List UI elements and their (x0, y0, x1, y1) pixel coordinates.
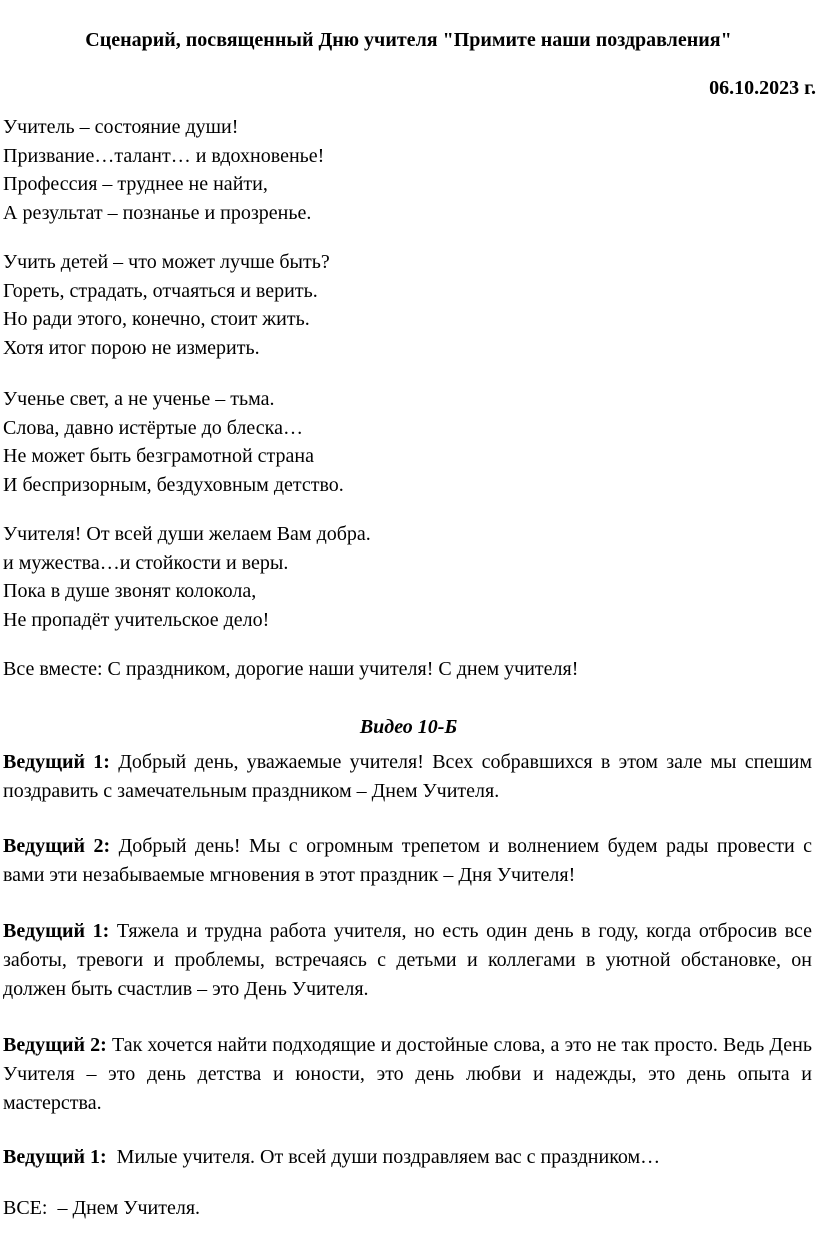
poem-line: Профессия – труднее не найти, (3, 173, 268, 195)
speaker-text: Так хочется найти подходящие и достойные слова, а это не так просто. Ведь День Учителя – это день детства и юности, это день любви и надежды, это день опыта и мастерства. (3, 1034, 812, 1114)
video-heading: Видео 10-Б (359, 716, 458, 738)
poem-line: Призвание…талант… и вдохновенье! (3, 144, 325, 167)
all-reply-line: ВСЕ: – Днем Учителя. (3, 1197, 201, 1219)
poem-stanza-3 (3, 385, 344, 499)
poem-line: и мужества…и стойкости и веры. (3, 551, 289, 574)
speaker-text: Тяжела и трудна работа учителя, но есть один день в году, когда отбросив все заботы, тревоги и проблемы, встречаясь с детьми и коллегами в уютной обстановке, он должен быть счастлив – это День Учителя. (3, 920, 812, 1000)
dialogue-paragraph (3, 748, 812, 806)
poem-line: Не может быть безграмотной страна (3, 445, 314, 467)
speaker-label: Ведущий 1: (3, 751, 110, 773)
poem-line: Учителя! От всей души желаем Вам добра. (3, 523, 371, 545)
poem-line: Учить детей – что может лучше быть? (3, 251, 330, 273)
poem-stanza-1 (3, 113, 324, 227)
poem-stanza-4 (3, 520, 371, 634)
poem-line: Но ради этого, конечно, стоит жить. (3, 308, 310, 330)
dialogue-paragraph (3, 917, 812, 1004)
poem-line: Пока в душе звонят колокола, (3, 580, 257, 602)
poem-line: Не пропадёт учительское дело! (3, 608, 270, 631)
poem-line: А результат – познанье и прозренье. (3, 201, 312, 224)
poem-line: Гореть, страдать, отчаяться и верить. (3, 279, 318, 302)
document-date: 06.10.2023 г. (709, 77, 816, 99)
poem-line: И беспризорным, бездуховным детство. (3, 473, 344, 496)
poem-line: Слова, давно истёртые до блеска… (3, 416, 303, 439)
poem-line: Хотя итог порою не измерить. (3, 336, 260, 359)
speaker-label: Ведущий 1: (3, 920, 110, 942)
dialogue-paragraph (3, 1143, 812, 1172)
speaker-text: Милые учителя. От всей души поздравляем вас с праздником… (106, 1146, 661, 1168)
together-line: Все вместе: С праздником, дорогие наши учителя! С днем учителя! (3, 658, 579, 680)
document-title: Сценарий, посвященный Дню учителя "Примите наши поздравления" (85, 29, 732, 51)
dialogue-paragraph (3, 1031, 812, 1118)
speaker-text: Добрый день! Мы с огромным трепетом и волнением будем рады провести с вами эти незабываемые мгновения в этот праздник – Дня Учителя! (3, 835, 813, 886)
speaker-label: Ведущий 2: (3, 1034, 107, 1056)
poem-line: Ученье свет, а не ученье – тьма. (3, 388, 275, 410)
poem-line: Учитель – состояние души! (3, 116, 239, 138)
speaker-label: Ведущий 1: (3, 1146, 107, 1168)
poem-stanza-2 (3, 248, 330, 362)
speaker-label: Ведущий 2: (3, 835, 111, 857)
speaker-text: Добрый день, уважаемые учителя! Всех собравшихся в этом зале мы спешим поздравить с замечательным праздником – Днем Учителя. (3, 751, 812, 802)
dialogue-paragraph (3, 832, 812, 890)
